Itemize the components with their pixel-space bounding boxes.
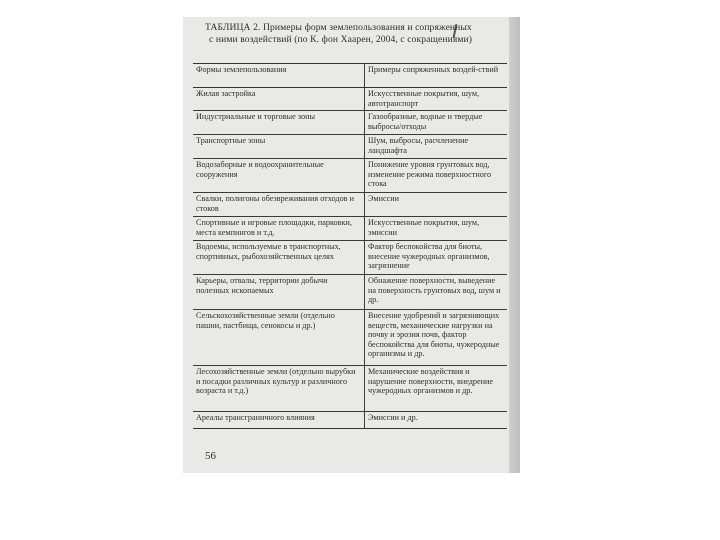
- land-use-form-cell: Транспортные зоны: [193, 135, 365, 158]
- land-use-form-cell: Спортивные и игровые площадки, парковки, места кемпингов и т.д.: [193, 217, 365, 240]
- effects-cell: Искусственные покрытия, шум, эмиссии: [368, 218, 480, 237]
- land-use-form-cell: Жилая застройка: [193, 88, 365, 110]
- header-effects: Примеры сопряженных воздей-ствий: [368, 65, 499, 74]
- header-land-use-form: Формы землепользования: [193, 64, 365, 87]
- page-number: 56: [205, 450, 216, 462]
- land-use-form-cell: Свалки, полигоны обезвреживания отходов и стоков: [193, 193, 365, 216]
- table-row: [193, 275, 507, 310]
- land-use-form-cell: Водоемы, используемые в транспортных, спортивных, рыбохозяйственных целях: [193, 241, 365, 274]
- effects-cell: Шум, выбросы, расчленение ландшафта: [368, 136, 469, 155]
- table-header-row: [193, 64, 507, 88]
- caption-line-1: ТАБЛИЦА 2. Примеры форм землепользования и сопряженных: [205, 22, 472, 33]
- effects-cell: Обнажение поверхности, выведение на поверхность грунтовых вод, шум и др.: [368, 276, 501, 305]
- table-row: [193, 241, 507, 275]
- effects-cell: Газообразные, водные и твердые выбросы/отходы: [368, 112, 483, 131]
- table-row: [193, 193, 507, 217]
- effects-cell: Эмиссии и др.: [368, 413, 418, 422]
- caption-line-2: с ними воздействий (по К. фон Хаарен, 2004, с сокращениями): [209, 33, 473, 45]
- table-row: [193, 159, 507, 193]
- table-row: [193, 310, 507, 366]
- land-use-form-cell: Ареалы трансграничного влияния: [193, 412, 365, 428]
- land-use-form-cell: Сельскохозяйственные земли (отдельно пашни, пастбища, сенокосы и др.): [193, 310, 365, 365]
- table-row: [193, 111, 507, 135]
- table-caption: [205, 22, 505, 45]
- land-use-form-cell: Карьеры, отвалы, территории добычи полезных ископаемых: [193, 275, 365, 309]
- land-use-table: [193, 63, 507, 429]
- table-row: [193, 88, 507, 111]
- scan-edge-shadow: [509, 17, 520, 473]
- table-row: [193, 217, 507, 241]
- effects-cell: Механические воздействия и нарушение поверхности, внедрение чужеродных организмов и др.: [368, 367, 494, 396]
- table-row: [193, 412, 507, 428]
- effects-cell: Понижение уровня грунтовых вод, изменение режима поверхностного стока: [368, 160, 492, 189]
- effects-cell: Искусственные покрытия, шум, автотранспорт: [368, 89, 480, 108]
- land-use-form-cell: Индустриальные и торговые зоны: [193, 111, 365, 134]
- table-row: [193, 366, 507, 412]
- effects-cell: Эмиссии: [368, 194, 399, 203]
- effects-cell: Внесение удобрений и загрязняющих веществ, механические нагрузки на почву и эрозия почв, фактор беспокойства для биоты, чужеродные организмы и др.: [368, 311, 500, 359]
- effects-cell: Фактор беспокойства для биоты, внесение чужеродных организмов, загрязнение: [368, 242, 490, 271]
- table-row: [193, 135, 507, 159]
- land-use-form-cell: Водозаборные и водоохранительные сооружения: [193, 159, 365, 192]
- land-use-form-cell: Лесохозяйственные земли (отдельно вырубки и посадки различных культур и различного возраста и т.д.): [193, 366, 365, 411]
